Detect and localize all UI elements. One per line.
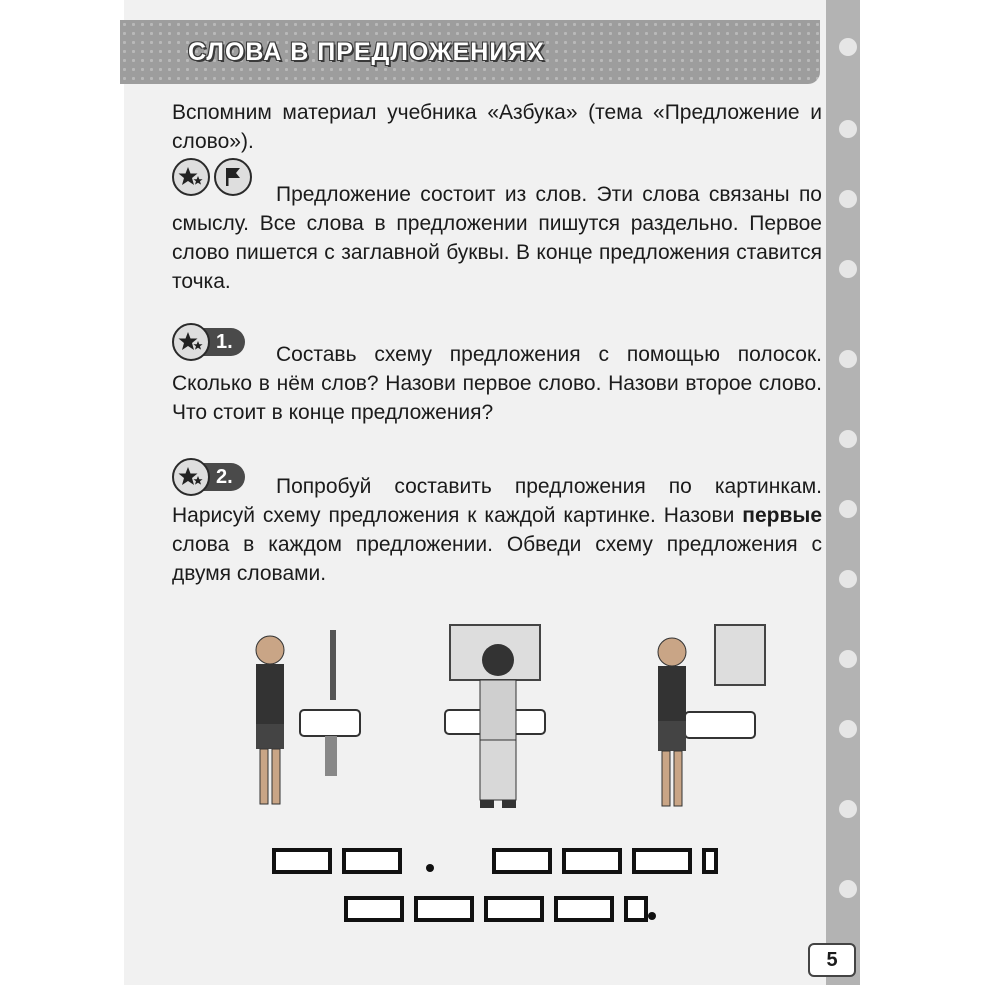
sentence-schemes [260,838,730,938]
star-icon [172,158,210,196]
flag-icon [214,158,252,196]
task1-number: 1. [196,328,245,356]
page-title: СЛОВА В ПРЕДЛОЖЕНИЯХ [188,38,545,66]
task2-text-before: Попробуй составить предложения по картинкам. Нарисуй схему предложения к каждой картинке. Назови [172,475,822,527]
boy-washing-face-illustration [230,620,380,825]
rule-text [172,180,822,296]
rule-text-content: Предложение состоит из слов. Эти слова связаны по смыслу. Все слова в предложении пишутся раздельно. Первое слово пишется с заглавной буквы. В конце предложения ставится точка. [172,183,822,293]
task2-badge [172,460,245,494]
star-icon [172,458,210,496]
scheme-two-words [274,850,434,872]
task1-badge [172,325,245,359]
task1-text [172,340,822,427]
star-icon [172,323,210,361]
boy-brushing-teeth-illustration [620,620,770,825]
page-number: 5 [808,943,856,977]
task2-text-after: слова в каждом предложении. Обведи схему предложения с двумя словами. [172,533,822,585]
task2-bold-word: первые [742,504,822,527]
task2-number: 2. [196,463,245,491]
intro-text: Вспомним материал учебника «Азбука» (тема «Предложение и слово»). [172,101,822,153]
scheme-five-words [346,898,656,920]
girl-combing-hair-illustration [430,620,570,825]
task1-text-content: Составь схему предложения с помощью полосок. Сколько в нём слов? Назови первое слово. Назови второе слово. Что стоит в конце предложения? [172,343,822,424]
task2-text [172,472,822,588]
scheme-four-words [494,850,716,872]
